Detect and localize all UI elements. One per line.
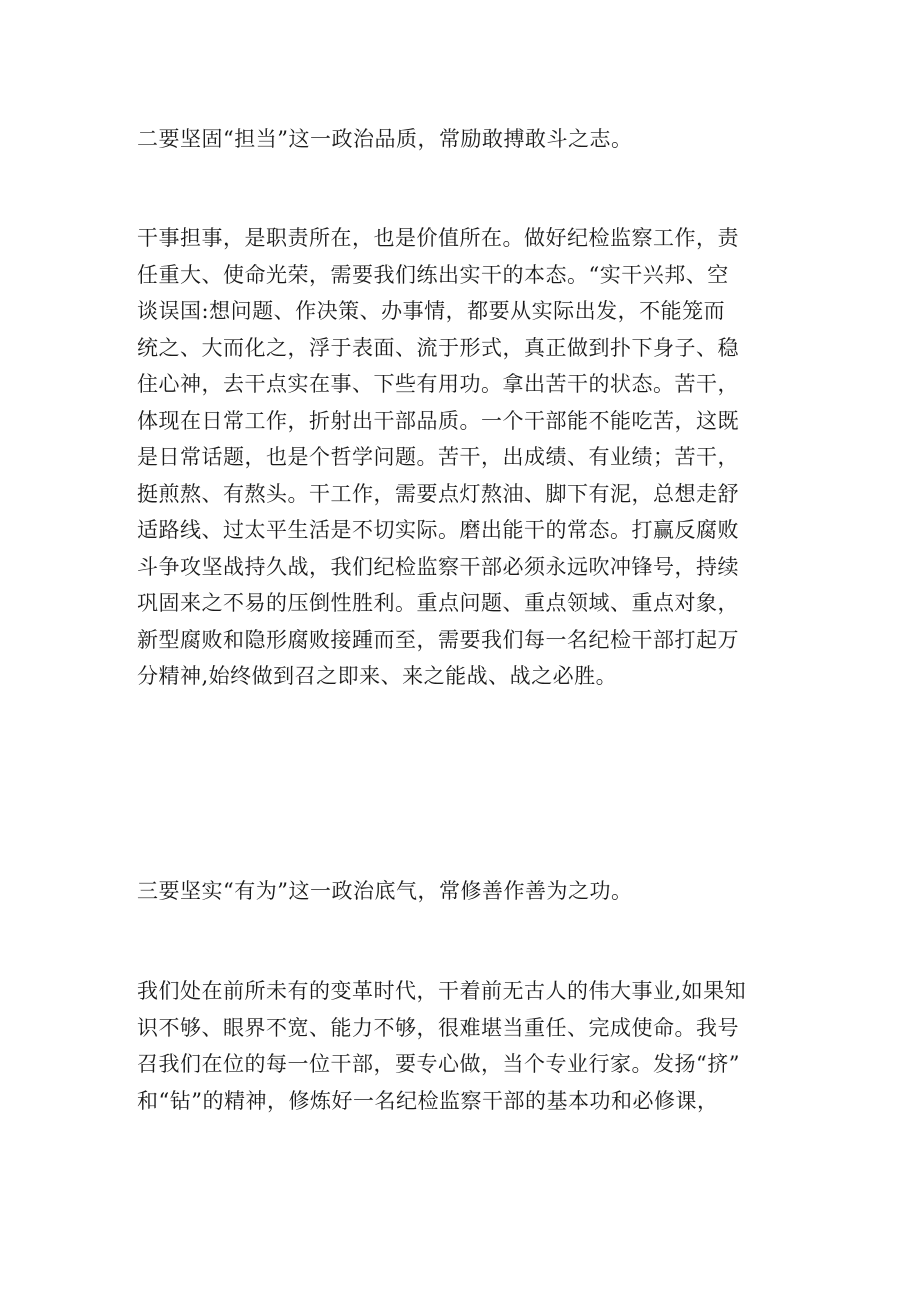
paragraph-line: 体现在日常工作，折射出干部品质。一个干部能不能吃苦，这既 bbox=[137, 408, 739, 433]
paragraph-line: 住心神，去干点实在事、下些有用功。拿出苦干的状态。苦干， bbox=[137, 372, 739, 396]
paragraph-line: 分精神,始终做到召之即来、来之能战、战之必胜。 bbox=[137, 664, 618, 688]
section-heading-2 bbox=[137, 873, 797, 910]
paragraph-line: 统之、大而化之，浮于表面、流于形式，真正做到扑下身子、稳 bbox=[137, 335, 739, 360]
paragraph-line: 干事担事，是职责所在，也是价值所在。做好纪检监察工作，责 bbox=[137, 226, 739, 250]
paragraph-line: 是日常话题，也是个哲学问题。苦干，出成绩、有业绩；苦干， bbox=[137, 445, 739, 469]
paragraph-line: 召我们在位的每一位干部，要专心做，当个专业行家。发扬“挤” bbox=[137, 1052, 740, 1076]
paragraph-line: 谈误国:想问题、作决策、办事情，都要从实际出发，不能笼而 bbox=[137, 299, 726, 323]
heading-line: 二要坚固“担当”这一政治品质，常励敢搏敢斗之志。 bbox=[137, 127, 633, 151]
paragraph-2 bbox=[137, 973, 797, 1119]
heading-line: 三要坚实“有为”这一政治底气，常修善作善为之功。 bbox=[137, 879, 633, 903]
paragraph-line: 和“钻”的精神，修炼好一名纪检监察干部的基本功和必修课， bbox=[137, 1088, 719, 1113]
paragraph-line: 斗争攻坚战持久战，我们纪检监察干部必须永远吹冲锋号，持续 bbox=[137, 554, 739, 579]
paragraph-line: 适路线、过太平生活是不切实际。磨出能干的常态。打赢反腐败 bbox=[137, 518, 739, 542]
paragraph-line: 巩固来之不易的压倒性胜利。重点问题、重点领域、重点对象， bbox=[137, 591, 739, 615]
paragraph-line: 新型腐败和隐形腐败接踵而至，需要我们每一名纪检干部打起万 bbox=[137, 627, 739, 652]
paragraph-1 bbox=[137, 220, 797, 695]
paragraph-line: 任重大、使命光荣，需要我们练出实干的本态。“实干兴邦、空 bbox=[137, 262, 729, 287]
paragraph-line: 挺煎熬、有熬头。干工作，需要点灯熬油、脚下有泥，总想走舒 bbox=[137, 481, 739, 506]
paragraph-line: 识不够、眼界不宽、能力不够，很难堪当重任、完成使命。我号 bbox=[137, 1015, 739, 1040]
section-heading-1 bbox=[137, 121, 797, 158]
paragraph-line: 我们处在前所未有的变革时代，干着前无古人的伟大事业,如果知 bbox=[137, 979, 747, 1003]
